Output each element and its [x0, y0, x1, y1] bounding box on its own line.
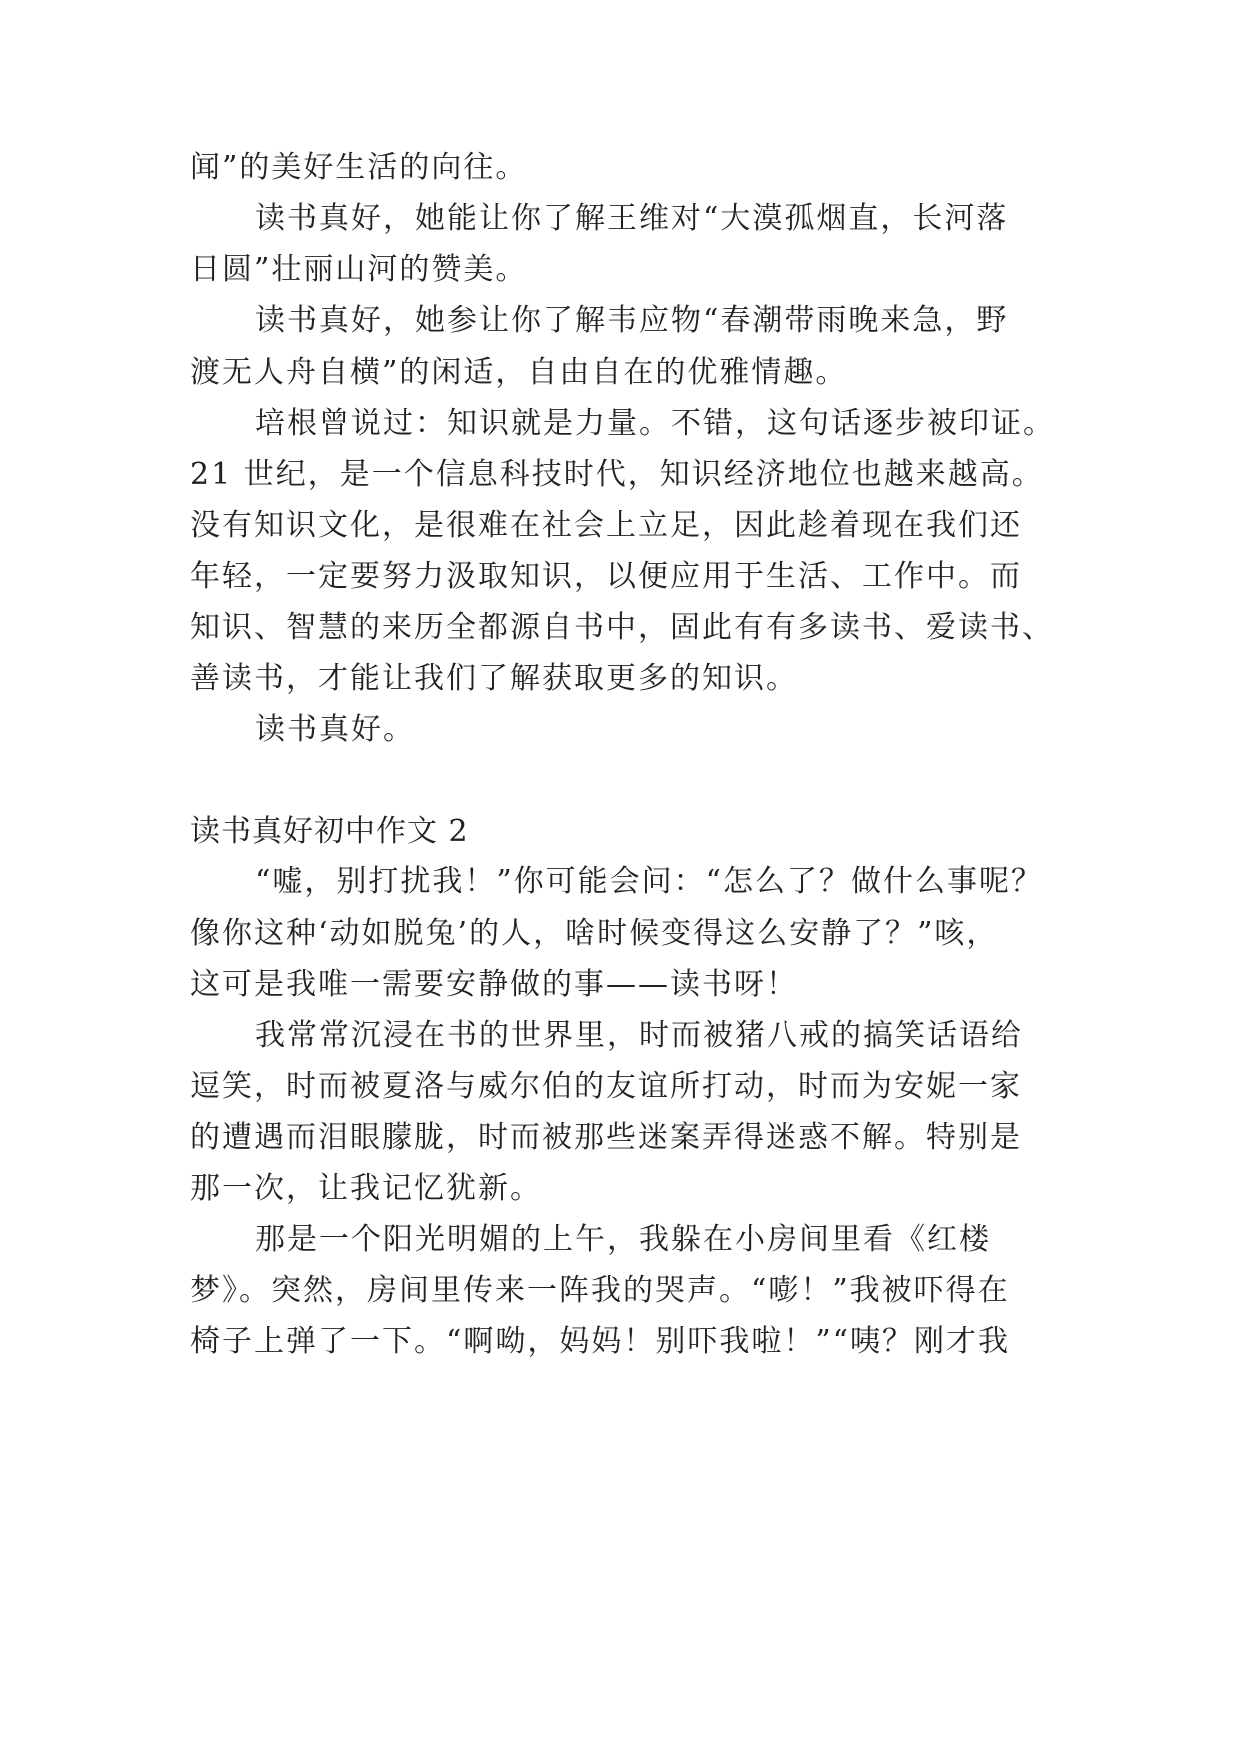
- text-line: 渡无人舟自横”的闲适，自由自在的优雅情趣。: [190, 355, 848, 390]
- text-line: 21 世纪，是一个信息科技时代，知识经济地位也越来越高。: [190, 457, 1044, 492]
- paragraph-line: “嘘，别打扰我！”你可能会问：“怎么了？做什么事呢？: [255, 864, 1044, 899]
- text-line: 知识、智慧的来历全都源自书中，固此有有多读书、爱读书、: [190, 610, 1054, 645]
- text-line: 这可是我唯一需要安静做的事——读书呀！: [190, 967, 798, 1002]
- paragraph-line: 培根曾说过：知识就是力量。不错，这句话逐步被印证。: [255, 406, 1055, 441]
- paragraph-line: 读书真好，她参让你了解韦应物“春潮带雨晚来急，野: [255, 303, 1009, 338]
- paragraph-line: 读书真好。: [255, 712, 415, 747]
- section-title: 读书真好初中作文 2: [190, 814, 469, 849]
- text-line: 闻”的美好生活的向往。: [190, 150, 528, 185]
- paragraph-line: 读书真好，她能让你了解王维对“大漠孤烟直，长河落: [255, 201, 1009, 236]
- text-line: 椅子上弹了一下。“啊呦，妈妈！别吓我啦！”“咦？刚才我: [190, 1324, 1011, 1359]
- text-line: 那一次，让我记忆犹新。: [190, 1171, 542, 1206]
- text-line: 梦》。突然，房间里传来一阵我的哭声。“嘭！”我被吓得在: [190, 1273, 1010, 1308]
- text-line: 善读书，才能让我们了解获取更多的知识。: [190, 661, 798, 696]
- paragraph-line: 那是一个阳光明媚的上午，我躲在小房间里看《红楼: [255, 1222, 991, 1257]
- text-line: 日圆”壮丽山河的赞美。: [190, 252, 528, 287]
- text-line: 的遭遇而泪眼朦胧，时而被那些迷案弄得迷惑不解。特别是: [190, 1120, 1022, 1155]
- paragraph-line: 我常常沉浸在书的世界里，时而被猪八戒的搞笑话语给: [255, 1018, 1023, 1053]
- text-line: 没有知识文化，是很难在社会上立足，因此趁着现在我们还: [190, 508, 1022, 543]
- text-line: 逗笑，时而被夏洛与威尔伯的友谊所打动，时而为安妮一家: [190, 1069, 1022, 1104]
- text-line: 年轻，一定要努力汲取知识，以便应用于生活、工作中。而: [190, 559, 1022, 594]
- text-line: 像你这种‘动如脱兔’的人，啥时候变得这么安静了？”咳，: [190, 916, 999, 951]
